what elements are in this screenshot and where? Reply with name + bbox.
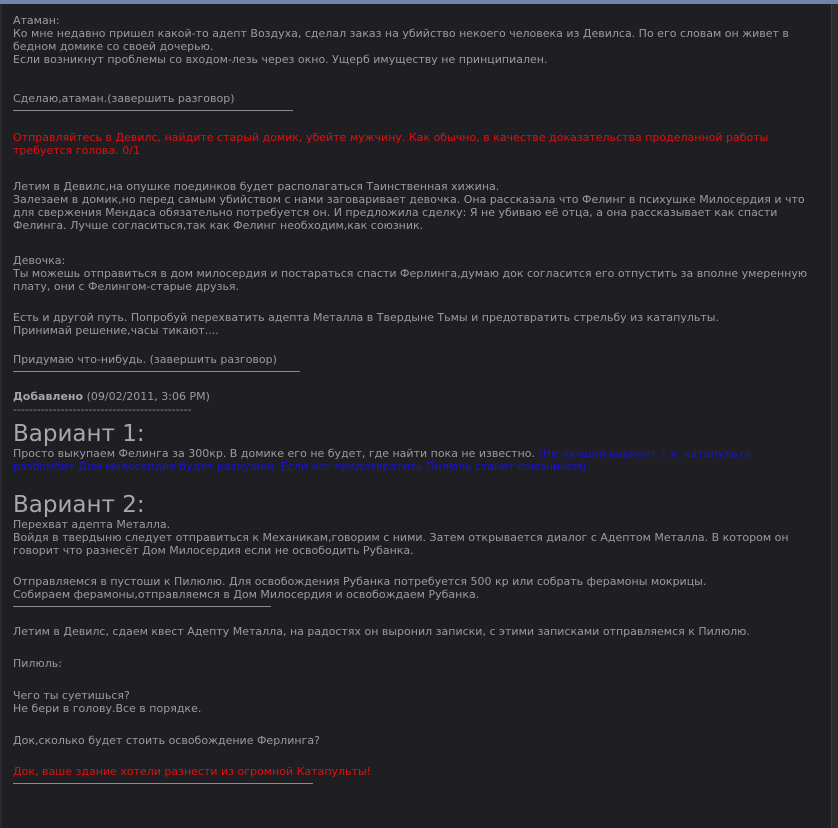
question-line: Док,сколько будет стоить освобождение Ферлинга? xyxy=(13,734,320,747)
variant-2-line-5: Летим в Девилс, сдаем квест Адепту Металла, на радостях он выронил записки, с этими записками отправляемся к Пилюлю. xyxy=(13,625,750,638)
pill-line-1: Чего ты суетишься? xyxy=(13,689,130,702)
ataman-line-1: Ко мне недавно пришел какой-то адепт Воздуха, сделал заказ на убийство некоего человека из Девилса. По его словам он живет в бедном домике со своей дочерью. xyxy=(13,27,789,53)
speaker-ataman: Атаман: xyxy=(13,14,60,27)
pill-red-line: Док, ваше здание хотели разнести из огромной Катапульты! xyxy=(13,765,372,778)
divider xyxy=(13,783,313,784)
girl-line-2: Есть и другой путь. Попробуй перехватить адепта Металла в Твердыне Тьмы и предотвратить стрельбу из катапульты. xyxy=(13,311,719,324)
variant-2-line-1: Перехват адепта Металла. xyxy=(13,518,171,531)
girl-line: Ты можешь отправиться в дом милосердия и постараться спасти Ферлинга,думаю док согласится его отпустить за вполне умеренную плату, они с Фелингом-старые друзья. xyxy=(13,267,808,293)
window-top-bar xyxy=(0,0,838,4)
variant-1-note: (Не лучший вариант,т.к. катапульта разбомбит Дом милосердия будет разрушен. Если его предотвратить Пилюль станет союзником) xyxy=(13,447,751,473)
reply-girl: Придумаю что-нибудь. (завершить разговор) xyxy=(13,353,277,366)
variant-2-line-3: Отправляемся в пустоши к Пилюлю. Для освобождения Рубанка потребуется 500 кр или собрать ферамоны мокрицы. xyxy=(13,575,707,588)
scrollbar[interactable] xyxy=(831,4,838,828)
reply-ataman: Сделаю,атаман.(завершить разговор) xyxy=(13,92,235,105)
variant-2-line-2: Войдя в твердыню следует отправиться к Механикам,говорим с ними. Затем открывается диалог с Адептом Металла. В котором он говорит что разнесёт Дом Милосердия если не освободить Рубанка. xyxy=(13,531,789,557)
variant-2-title: Вариант 2: xyxy=(13,492,145,518)
ataman-line-2: Если возникнут проблемы со входом-лезь через окно. Ущерб имуществу не принципиален. xyxy=(13,53,548,66)
quest-text: Отправляйтесь в Девилс, найдите старый домик, убейте мужчину. Как обычно, в качестве доказательства проделанной работы требуется голова. 0/1 xyxy=(13,131,769,157)
paragraph-line-1: Летим в Девилс,на опушке поединков будет располагаться Таинственная хижина. xyxy=(13,180,500,193)
variant-2-line-4: Собираем ферамоны,отправляемся в Дом Милосердия и освобождаем Рубанка. xyxy=(13,588,480,601)
left-border xyxy=(0,4,2,828)
variant-1-text xyxy=(13,447,813,473)
speaker-pill: Пилюль: xyxy=(13,657,62,670)
added-date: (09/02/2011, 3:06 PM) xyxy=(86,390,210,403)
paragraph-line-2: Залезаем в домик,но перед самым убийством с нами заговаривает девочка. Она рассказала что Фелинг в психушке Милосердия и что для свержения Мендаса обязательно потребуется он. И предложила сделку: Я не убиваю её отца, а она рассказывает как спасти Фелинга. Лучше согласиться,так как Фелинг необходим,как союзник. xyxy=(13,193,805,232)
added-meta xyxy=(13,390,813,403)
added-label: Добавлено xyxy=(13,390,84,403)
variant-1-title: Вариант 1: xyxy=(13,421,145,447)
pill-line-2: Не бери в голову.Все в порядке. xyxy=(13,702,202,715)
speaker-girl: Девочка: xyxy=(13,254,66,267)
girl-line-3: Принимай решение,часы тикают.... xyxy=(13,324,219,337)
variant-1-body: Просто выкупаем Фелинга за 300кр. В домике его не будет, где найти пока не известно. xyxy=(13,447,536,460)
dashed-divider: --------------------------------------------- xyxy=(13,403,192,416)
post-body xyxy=(13,14,813,784)
